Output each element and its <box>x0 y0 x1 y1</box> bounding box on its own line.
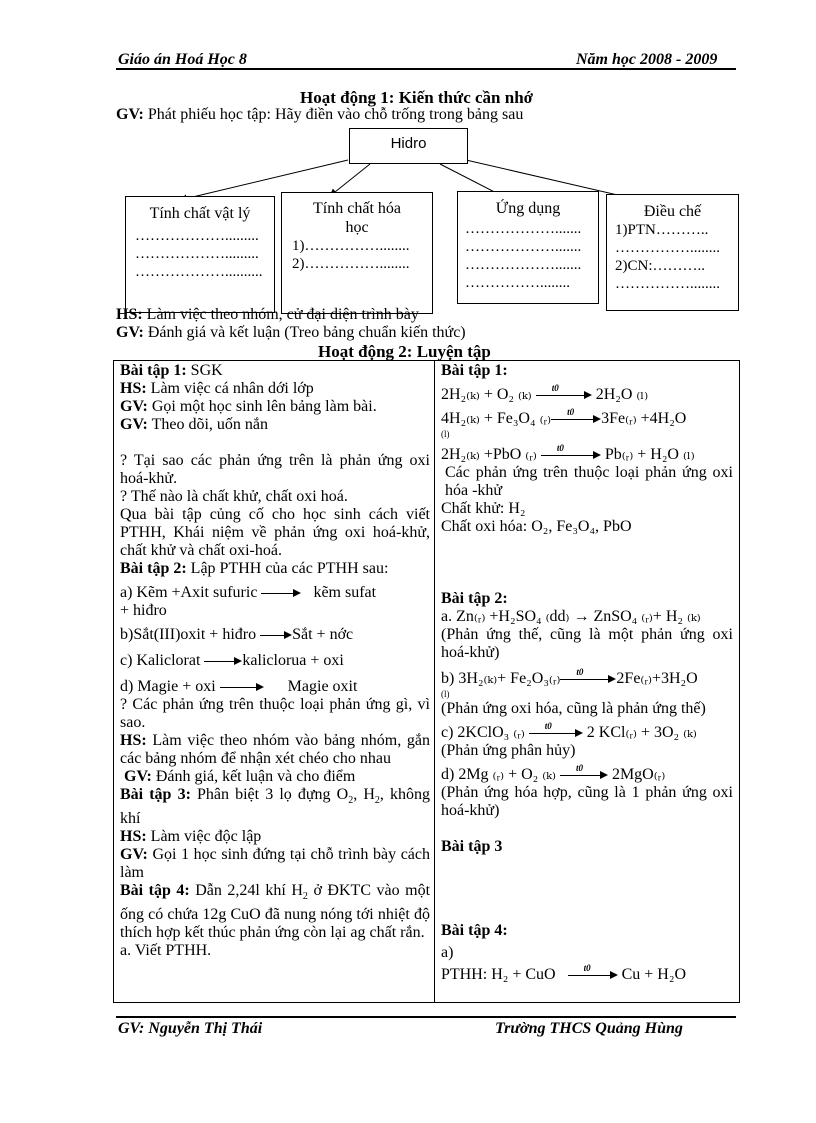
equation-3: 2H₂₍ₖ₎ +PbO ₍ᵣ₎ t0 Pb₍ᵣ₎ + H₂O ₍ₗ₎ <box>441 443 695 463</box>
activity2-title: Hoạt động 2: Luyện tập <box>318 342 491 361</box>
reaction-d: d) Magie + oxi Magie oxit <box>120 678 358 695</box>
box-preparation <box>606 194 739 311</box>
blank-line: 1)PTN……….. <box>615 222 709 238</box>
exercise-4-part-a: a. Viết PTHH. <box>120 942 212 960</box>
activity1-instruction: GV: Phát phiếu học tập: Hãy điền vào chỗ trống trong bảng sau <box>116 106 524 123</box>
reaction-type: Các phản ứng trên thuộc loại phản ứng oxi hóa -khử <box>445 464 733 499</box>
header-right: Năm học 2008 - 2009 <box>576 51 718 68</box>
equation-2c: c) 2KClO₃ ₍ᵣ₎ t0 2 KCl₍ᵣ₎ + 3O₂ ₍ₖ₎ <box>441 721 697 741</box>
hs-line: HS: Làm việc theo nhóm, cử đại diện trình bày <box>116 306 419 323</box>
gv-conclusion: GV: Đánh giá và kết luận (Treo bảng chuẩn kiến thức) <box>116 324 466 341</box>
blank-line: 2)……………........ <box>292 256 410 272</box>
equation-2b-note: (Phản ứng oxi hóa, cũng là phản ứng thế) <box>441 700 706 717</box>
reaction-c: c) Kaliclorat kaliclorua + oxi <box>120 652 344 669</box>
left-line: HS: Làm việc cá nhân dới lớp <box>120 380 314 397</box>
gv-evaluate: GV: Đánh giá, kết luận và cho điểm <box>124 768 356 785</box>
left-line: GV: Gọi một học sinh lên bảng làm bài. <box>120 398 377 415</box>
exercise-3: Bài tập 3: Phân biệt 3 lọ đựng $O_2$, $H_2$, không khí <box>120 786 430 828</box>
exercise-2: Bài tập 2: Lập PTHH của các PTHH sau: <box>120 560 389 577</box>
hs-group-work: HS: Làm việc theo nhóm vào bảng nhóm, gắn các bảng nhóm để nhận xét chéo cho nhau <box>120 732 430 767</box>
blank-line: ……………........ <box>465 275 570 291</box>
exercise-4: Bài tập 4: Dẫn 2,24l khí $H_2$ ở ĐKTC vào một ống có chứa 12g CuO đã nung nóng tới nhiệt độ thích hợp kết thúc phản ứng còn lại ag chất rắn. <box>120 882 431 942</box>
right-column <box>441 362 733 984</box>
blank-line: ………………....... <box>465 257 582 273</box>
left-line: GV: Theo dõi, uốn nắn <box>120 416 268 433</box>
box-preparation-title: Điều chế <box>643 203 702 220</box>
box-chemical <box>281 192 433 314</box>
reaction-b: b)Sắt(III)oxit + hiđro Sắt + nớc <box>120 626 354 643</box>
equation-2b: b) 3H₂₍ₖ₎+ Fe₂O₃₍ᵣ₎ t0 2Fe₍ᵣ₎+3H₂O <box>441 667 698 687</box>
equation-2d: d) 2Mg ₍ᵣ₎ + O₂ ₍ₖ₎ t0 2MgO₍ᵣ₎ <box>441 763 666 783</box>
equation-2d-note: (Phản ứng hóa hợp, cũng là 1 phản ứng oxi hoá-khử) <box>441 784 733 819</box>
left-line: Bài tập 1: SGK <box>120 362 223 379</box>
footer-left: GV: Nguyễn Thị Thái <box>118 1020 263 1037</box>
blank-line: 1)……………........ <box>292 238 410 254</box>
question: ? Tại sao các phản ứng trên là phản ứng oxi hoá-khử. <box>120 452 430 487</box>
state-label: (l) <box>441 429 450 439</box>
equation-1: 2H₂₍ₖ₎ + O₂ ₍ₖ₎ t0 2H₂O ₍ₗ₎ <box>441 383 649 403</box>
hidro-box <box>349 128 468 164</box>
blank-line: ……………........ <box>615 276 720 292</box>
footer-rule <box>116 1016 736 1018</box>
state-label: (l) <box>441 689 450 699</box>
exercise-4-title: Bài tập 4: <box>441 922 508 939</box>
left-column <box>120 362 430 960</box>
blank-line: ………………....... <box>465 239 582 255</box>
box-physical <box>125 196 275 313</box>
blank-line: ………………......... <box>135 228 259 244</box>
exercise-4-part-a: a) <box>441 944 454 961</box>
gv-call: GV: Gọi 1 học sinh đứng tại chỗ trình bày cách làm <box>120 846 431 882</box>
question: ? Thế nào là chất khử, chất oxi hoá. <box>120 488 348 505</box>
equation-2: 4H₂₍ₖ₎ + Fe₃O₄ ₍ᵣ₎ t0 3Fe₍ᵣ₎ +4H₂O <box>441 407 687 427</box>
oxidizing-agent: Chất oxi hóa: O₂, Fe₃O₄, PbO <box>441 518 632 535</box>
reaction-a: a) Kẽm +Axit sufuric kẽm sufat <box>120 584 377 601</box>
blank-line: 2)CN:……….. <box>615 258 705 274</box>
equation-2a: a. Zn₍ᵣ₎ +H₂SO₄ ₍dd₎ → ZnSO₄ ₍ᵣ₎+ H₂ ₍ₖ₎ <box>441 608 701 625</box>
equation-2c-note: (Phản ứng phân hủy) <box>441 742 576 759</box>
box-application-title: Ứng dụng <box>495 200 561 217</box>
activity1-title: Hoạt động 1: Kiến thức cần nhớ <box>300 88 534 107</box>
reaction-a-cont: + hiđro <box>120 602 167 619</box>
exercise-2-title: Bài tập 2: <box>441 590 508 607</box>
blank-line: ……………........ <box>615 240 720 256</box>
exercise-3-title: Bài tập 3 <box>441 838 503 855</box>
question: ? Các phản ứng trên thuộc loại phản ứng gì, vì sao. <box>120 696 430 731</box>
paragraph: Qua bài tập củng cố cho học sinh cách viết PTHH, Khái niệm về phản ứng oxi hoá-khử, chất khử và chất oxi-hoá. <box>120 506 430 559</box>
exercise-1-title: Bài tập 1: <box>441 362 508 379</box>
box-application <box>457 191 599 304</box>
box-physical-title: Tính chất vật lý <box>149 205 251 222</box>
footer-right: Trường THCS Quảng Hùng <box>495 1020 683 1037</box>
reducing-agent: Chất khử: H₂ <box>441 500 526 517</box>
blank-line: ………………......... <box>135 246 259 262</box>
blank-line: ……………….......... <box>135 264 263 280</box>
header-left: Giáo án Hoá Học 8 <box>118 51 247 68</box>
blank-line: ………………....... <box>465 221 582 237</box>
hidro-label: Hidro <box>390 135 427 152</box>
equation-4: PTHH: H₂ + CuO t0 Cu + H₂O <box>441 963 686 983</box>
equation-2a-note: (Phản ứng thế, cũng là một phản ứng oxi hoá-khử) <box>441 626 733 661</box>
box-chemical-title: Tính chất hóa học <box>313 200 401 236</box>
hs-independent: HS: Làm việc độc lập <box>120 828 262 846</box>
